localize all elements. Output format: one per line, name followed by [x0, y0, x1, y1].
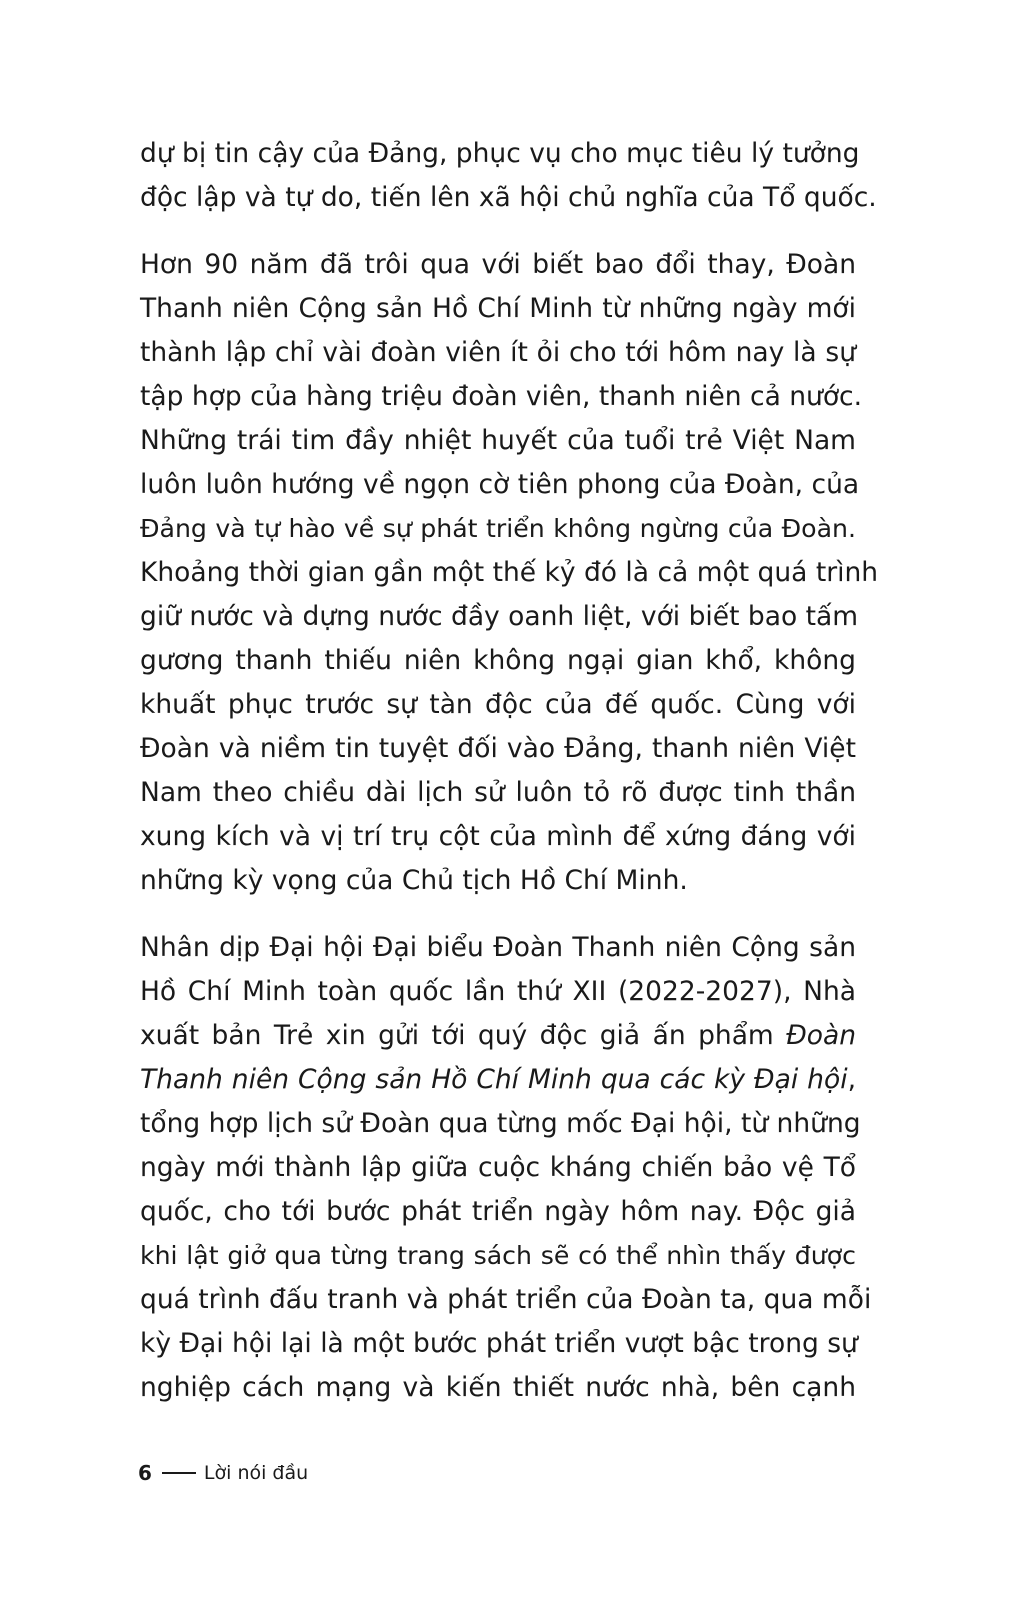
text-line: Đảng và tự hào về sự phát triển không ngừng của Đoàn. [140, 514, 856, 543]
paragraph [140, 926, 872, 1410]
paragraph [140, 132, 877, 220]
text-line: giữ nước và dựng nước đầy oanh liệt, với biết bao tấm [140, 601, 859, 632]
text-line: Nhân dịp Đại hội Đại biểu Đoàn Thanh niên Cộng sản [140, 932, 856, 963]
text-line: dự bị tin cậy của Đảng, phục vụ cho mục tiêu lý tưởng [140, 138, 860, 169]
text-line: Đoàn và niềm tin tuyệt đối vào Đảng, thanh niên Việt [140, 733, 856, 764]
text-line: Những trái tim đầy nhiệt huyết của tuổi trẻ Việt Nam [140, 425, 856, 456]
text-line: Hồ Chí Minh toàn quốc lần thứ XII (2022-2027), Nhà [140, 976, 856, 1007]
footer-rule [162, 1472, 196, 1474]
text-line: quá trình đấu tranh và phát triển của Đoàn ta, qua mỗi [140, 1284, 872, 1315]
text-line: tổng hợp lịch sử Đoàn qua từng mốc Đại hội, từ những [140, 1108, 861, 1139]
text-line: tập hợp của hàng triệu đoàn viên, thanh niên cả nước. [140, 381, 863, 412]
text-line: thành lập chỉ vài đoàn viên ít ỏi cho tới hôm nay là sự [140, 337, 856, 368]
text-line [140, 1014, 856, 1058]
text-line: ngày mới thành lập giữa cuộc kháng chiến bảo vệ Tổ [140, 1152, 856, 1183]
page-footer [138, 1458, 308, 1488]
body-text [140, 132, 879, 1410]
book-title-italic: Thanh niên Cộng sản Hồ Chí Minh qua các kỳ Đại hội [140, 1064, 848, 1095]
text-line [140, 1058, 856, 1102]
text-line: những kỳ vọng của Chủ tịch Hồ Chí Minh. [140, 865, 688, 896]
text-line: gương thanh thiếu niên không ngại gian khổ, không [140, 645, 856, 676]
text-line: độc lập và tự do, tiến lên xã hội chủ nghĩa của Tổ quốc. [140, 182, 877, 213]
text-line: Hơn 90 năm đã trôi qua với biết bao đổi thay, Đoàn [140, 249, 856, 280]
text-line: luôn luôn hướng về ngọn cờ tiên phong của Đoàn, của [140, 469, 860, 500]
text-line: xung kích và vị trí trụ cột của mình để xứng đáng với [140, 821, 856, 852]
page-number: 6 [138, 1461, 152, 1485]
book-title-italic: Đoàn [786, 1020, 856, 1051]
section-title: Lời nói đầu [203, 1462, 309, 1484]
text-run: xuất bản Trẻ xin gửi tới quý độc giả ấn phẩm [140, 1020, 787, 1051]
text-line: nghiệp cách mạng và kiến thiết nước nhà, bên cạnh [140, 1372, 856, 1403]
text-line: kỳ Đại hội lại là một bước phát triển vượt bậc trong sự [140, 1328, 858, 1359]
text-line: Khoảng thời gian gần một thế kỷ đó là cả một quá trình [140, 557, 879, 588]
text-run: , [847, 1064, 856, 1095]
text-line: Thanh niên Cộng sản Hồ Chí Minh từ những ngày mới [140, 293, 856, 324]
paragraph [140, 243, 879, 903]
text-line: khi lật giở qua từng trang sách sẽ có thể nhìn thấy được [140, 1241, 856, 1270]
text-line: Nam theo chiều dài lịch sử luôn tỏ rõ được tinh thần [140, 777, 856, 808]
text-line: khuất phục trước sự tàn độc của đế quốc. Cùng với [140, 689, 856, 720]
text-line: quốc, cho tới bước phát triển ngày hôm nay. Độc giả [140, 1196, 856, 1227]
